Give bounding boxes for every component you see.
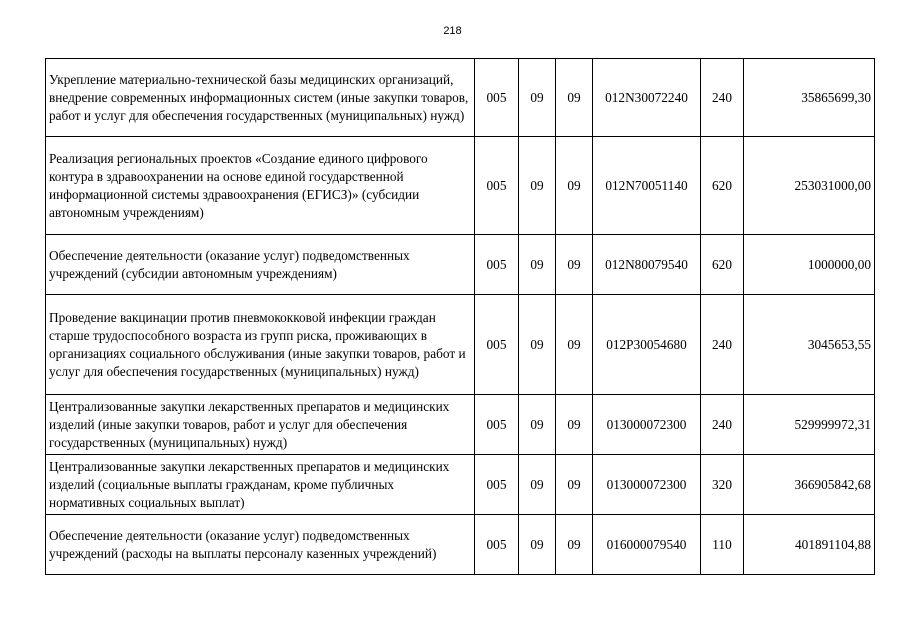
target-article-cell: 013000072300 <box>593 455 701 515</box>
target-article-cell: 012N70051140 <box>593 137 701 235</box>
subsection-code-cell: 09 <box>556 137 593 235</box>
expense-type-cell: 240 <box>701 395 744 455</box>
target-article-cell: 012P30054680 <box>593 295 701 395</box>
section-code-cell: 09 <box>519 515 556 575</box>
subsection-code-cell: 09 <box>556 395 593 455</box>
target-article-cell: 012N30072240 <box>593 59 701 137</box>
amount-cell: 3045653,55 <box>744 295 875 395</box>
amount-cell: 366905842,68 <box>744 455 875 515</box>
section-code-cell: 09 <box>519 59 556 137</box>
ministry-code-cell: 005 <box>475 395 519 455</box>
page-number: 218 <box>443 25 462 37</box>
expense-type-cell: 320 <box>701 455 744 515</box>
ministry-code-cell: 005 <box>475 59 519 137</box>
expense-type-cell: 110 <box>701 515 744 575</box>
table-row <box>46 455 875 515</box>
target-article-cell: 013000072300 <box>593 395 701 455</box>
ministry-code-cell: 005 <box>475 515 519 575</box>
expense-type-cell: 240 <box>701 59 744 137</box>
expense-name-cell: Реализация региональных проектов «Создание единого цифрового контура в здравоохранении на основе единой государственной информационной системы здравоохранения (ЕГИСЗ)» (субсидии автономным учреждениям) <box>46 137 475 235</box>
table-row <box>46 235 875 295</box>
section-code-cell: 09 <box>519 235 556 295</box>
ministry-code-cell: 005 <box>475 295 519 395</box>
amount-cell: 35865699,30 <box>744 59 875 137</box>
expense-name-cell: Укрепление материально-технической базы медицинских организаций, внедрение современных информационных систем (иные закупки товаров, работ и услуг для обеспечения государственных (муниципальных) нужд) <box>46 59 475 137</box>
expense-name-cell: Централизованные закупки лекарственных препаратов и медицинских изделий (социальные выплаты гражданам, кроме публичных нормативных социальных выплат) <box>46 455 475 515</box>
section-code-cell: 09 <box>519 395 556 455</box>
table-row <box>46 515 875 575</box>
expense-type-cell: 620 <box>701 235 744 295</box>
target-article-cell: 012N80079540 <box>593 235 701 295</box>
subsection-code-cell: 09 <box>556 515 593 575</box>
section-code-cell: 09 <box>519 455 556 515</box>
ministry-code-cell: 005 <box>475 235 519 295</box>
ministry-code-cell: 005 <box>475 455 519 515</box>
expense-type-cell: 620 <box>701 137 744 235</box>
ministry-code-cell: 005 <box>475 137 519 235</box>
budget-table <box>45 58 875 575</box>
table-row <box>46 137 875 235</box>
amount-cell: 1000000,00 <box>744 235 875 295</box>
subsection-code-cell: 09 <box>556 59 593 137</box>
subsection-code-cell: 09 <box>556 235 593 295</box>
target-article-cell: 016000079540 <box>593 515 701 575</box>
subsection-code-cell: 09 <box>556 455 593 515</box>
table-row <box>46 395 875 455</box>
expense-name-cell: Проведение вакцинации против пневмококковой инфекции граждан старше трудоспособного возраста из групп риска, проживающих в организациях социального обслуживания (иные закупки товаров, работ и услуг для обеспечения государственных (муниципальных) нужд) <box>46 295 475 395</box>
section-code-cell: 09 <box>519 295 556 395</box>
amount-cell: 401891104,88 <box>744 515 875 575</box>
expense-name-cell: Обеспечение деятельности (оказание услуг) подведомственных учреждений (расходы на выплаты персоналу казенных учреждений) <box>46 515 475 575</box>
table-row <box>46 295 875 395</box>
expense-type-cell: 240 <box>701 295 744 395</box>
amount-cell: 529999972,31 <box>744 395 875 455</box>
subsection-code-cell: 09 <box>556 295 593 395</box>
amount-cell: 253031000,00 <box>744 137 875 235</box>
expense-name-cell: Централизованные закупки лекарственных препаратов и медицинских изделий (иные закупки товаров, работ и услуг для обеспечения государственных (муниципальных) нужд) <box>46 395 475 455</box>
expense-name-cell: Обеспечение деятельности (оказание услуг) подведомственных учреждений (субсидии автономным учреждениям) <box>46 235 475 295</box>
table-row <box>46 59 875 137</box>
section-code-cell: 09 <box>519 137 556 235</box>
